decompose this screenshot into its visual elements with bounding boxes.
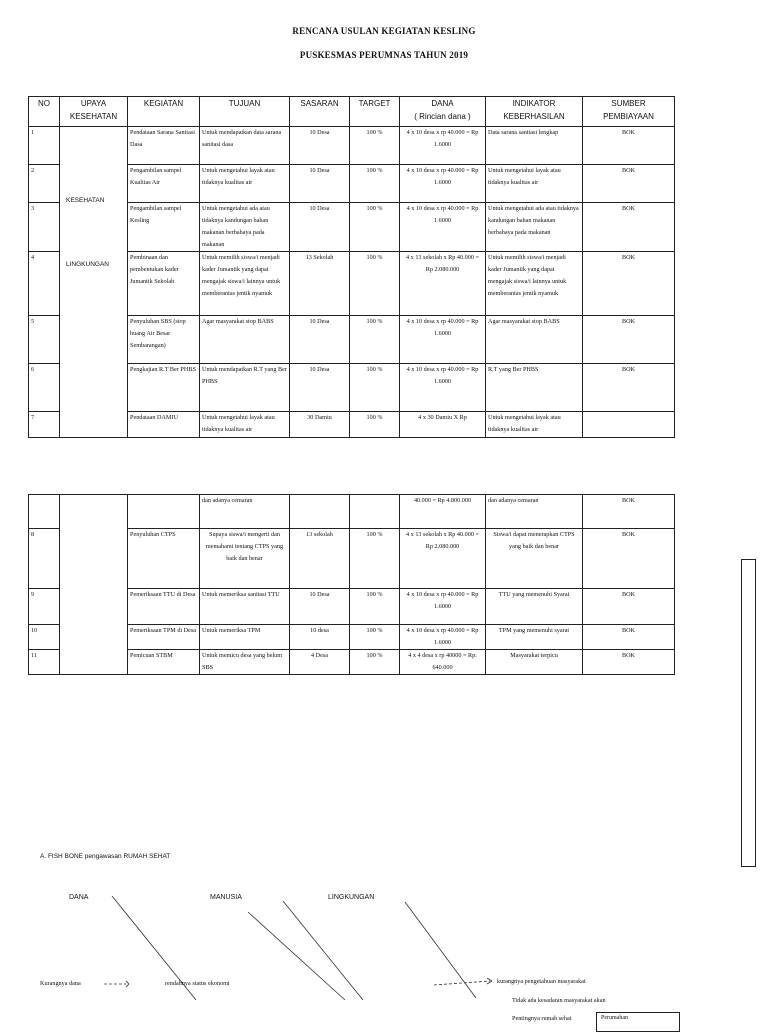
header-sumber-line2: PEMBIAYAAN — [603, 112, 654, 121]
cell-target: 100 % — [350, 316, 400, 364]
header-upaya-line1: UPAYA — [80, 99, 107, 108]
cause-tidak-ada-kesadaran: Tidak ada kesadaran masyarakat akan — [512, 997, 606, 1004]
cell-no: 4 — [29, 252, 60, 316]
cause-rendahnya-status: rendahnya status ekonomi — [165, 980, 230, 987]
cell-kegiatan: Pendataan Sarana Sanitasi Dasa — [128, 127, 200, 165]
cell-indikator: Masyarakat terpicu — [486, 650, 583, 675]
cell-dana: 4 x 10 desa x rp 40.000 = Rp 1.6000 — [400, 165, 486, 203]
header-target: TARGET — [350, 97, 400, 127]
cell-kegiatan: Pengambilan sampel Kualitas Air — [128, 165, 200, 203]
cell-target: 100 % — [350, 650, 400, 675]
upaya-label-lingkungan: LINGKUNGAN — [66, 261, 109, 268]
cell-sasaran: 10 Desa — [290, 127, 350, 165]
cell-no: 11 — [29, 650, 60, 675]
cell-kegiatan: Penyuluhan SBS (stop buang Air Besar Sembarangan) — [128, 316, 200, 364]
cell-no: 8 — [29, 529, 60, 589]
header-dana-line1: DANA — [431, 99, 454, 108]
cell-sumber: BOK — [583, 316, 675, 364]
cell-indikator: Untuk mengetahui layak atau tidaknya kualitas air — [486, 412, 583, 438]
cell-dana: 4 x 10 desa x rp 40.000 = Rp 1.6000 — [400, 203, 486, 252]
arrowhead-dana-2 — [126, 984, 129, 987]
cell-no: 7 — [29, 412, 60, 438]
cell-sasaran: 30 Damiu — [290, 412, 350, 438]
cell-dana: 4 x 10 desa x rp 40.000 = Rp 1.6000 — [400, 127, 486, 165]
cell-tujuan: Supaya siswa/i mengerti dan memahami tentang CTPS yang baik dan benar — [200, 529, 290, 589]
cell-tujuan: Untuk memicu desa yang belum SBS — [200, 650, 290, 675]
cell-target: 100 % — [350, 412, 400, 438]
cell-kegiatan: Pembinaan dan pembentukan kader Jumantik Sekolah — [128, 252, 200, 316]
cell-kegiatan: Pemeriksaan TPM di Desa — [128, 625, 200, 650]
cell-indikator: Untuk memilih siswa/i menjadi kader Jumantik yang dapat mengajak siswa/i lainnya untuk memberantas jentik nyamuk — [486, 252, 583, 316]
arrowhead-dana-1 — [126, 981, 129, 984]
cell-sasaran: 13 Sekolah — [290, 252, 350, 316]
cell-kegiatan: Pemicuan STBM — [128, 650, 200, 675]
cell-dana: 4 x 10 desa x rp 40.000 = Rp 1.6000 — [400, 364, 486, 412]
cell-dana: 4 x 30 Damiu X Rp — [400, 412, 486, 438]
cell-dana: 4 x 13 sekolah x Rp 40.000 = Rp 2.080.000 — [400, 252, 486, 316]
cell-no: 1 — [29, 127, 60, 165]
cause-kurangnya-dana: Kurangnya dana — [40, 980, 81, 987]
cell-tujuan: Untuk memeriksa sanitasi TTU — [200, 589, 290, 625]
cell-dana: 4 x 10 desa x rp 40.000 = Rp 1.6000 — [400, 625, 486, 650]
cell-sumber: BOK — [583, 529, 675, 589]
cell-tujuan: Agar masyarakat stop BABS — [200, 316, 290, 364]
cell-tujuan: Untuk mendapatkan R.T yang Ber PHBS — [200, 364, 290, 412]
cell-sumber: BOK — [583, 165, 675, 203]
cell-no: 10 — [29, 625, 60, 650]
document-subtitle: PUSKESMAS PERUMNAS TAHUN 2019 — [299, 50, 469, 60]
cell-no: 2 — [29, 165, 60, 203]
cell-tujuan: Untuk mendapatkan data sarana sanitasi dasa — [200, 127, 290, 165]
effect-box: Perumahan — [596, 1012, 680, 1032]
header-sasaran: SASARAN — [290, 97, 350, 127]
cell-indikator: Siswa/i dapat menerapkan CTPS yang baik dan benar — [486, 529, 583, 589]
cell-kegiatan: Penyuluhan CTPS — [128, 529, 200, 589]
cell-sasaran: 10 desa — [290, 625, 350, 650]
cause-kurangnya-pengetahuan: kurangnya pengetahuan masyarakat — [497, 978, 586, 985]
header-no: NO — [29, 97, 60, 127]
header-dana-line2: ( Rincian dana ) — [414, 112, 471, 121]
cell-sumber: BOK — [583, 589, 675, 625]
cell-dana: 4 x 10 desa x rp 40.000 = Rp 1.6000 — [400, 316, 486, 364]
cell-target: 100 % — [350, 127, 400, 165]
cell-sasaran: 10 Desa — [290, 364, 350, 412]
cell-tujuan: dan adanya cemaran — [200, 495, 290, 529]
cell-no: 6 — [29, 364, 60, 412]
cell-tujuan: Untuk memilih siswa/i menjadi kader Jumantik yang dapat mengajak siswa/i lainnya untuk memberantas jentik nyamuk — [200, 252, 290, 316]
cell-sumber: BOK — [583, 495, 675, 529]
header-tujuan: TUJUAN — [200, 97, 290, 127]
header-indikator-line2: KEBERHASILAN — [503, 112, 565, 121]
cell-sumber: BOK — [583, 625, 675, 650]
cell-indikator: dan adanya cemaran — [486, 495, 583, 529]
cell-kegiatan: Pengkajian R.T Ber PHBS — [128, 364, 200, 412]
cell-sasaran: 10 Desa — [290, 165, 350, 203]
cell-target: 100 % — [350, 203, 400, 252]
header-indikator-line1: INDIKATOR — [512, 99, 556, 108]
cell-dana: 4 x 4 desa x rp 40000 = Rp. 640.000 — [400, 650, 486, 675]
cell-no: 9 — [29, 589, 60, 625]
cause-pentingnya-rumah-sehat: Pentingnya rumah sehat — [512, 1015, 572, 1022]
bone-lingkungan — [405, 902, 476, 998]
cell-target: 100 % — [350, 165, 400, 203]
cell-kegiatan: Pendataan DAMIU — [128, 412, 200, 438]
cell-sasaran: 13 sekolah — [290, 529, 350, 589]
document-title: RENCANA USULAN KEGIATAN KESLING — [292, 26, 476, 36]
cell-sumber: BOK — [583, 127, 675, 165]
cell-indikator: Data sarana sanitasi lengkap — [486, 127, 583, 165]
fishbone-category-lingkungan: LINGKUNGAN — [328, 894, 375, 901]
cell-target: 100 % — [350, 589, 400, 625]
cell-tujuan: Untuk mengetahui layak atau tidaknya kualitas air — [200, 165, 290, 203]
cell-no: 5 — [29, 316, 60, 364]
fishbone-heading: A. FISH BONE pengawasan RUMAH SEHAT — [40, 853, 171, 860]
cell-kegiatan: Pengambilan sampel Kesling — [128, 203, 200, 252]
cell-sumber: BOK — [583, 203, 675, 252]
fishbone-category-manusia: MANUSIA — [210, 894, 242, 901]
cell-dana: 4 x 10 desa x rp 40.000 = Rp 1.6000 — [400, 589, 486, 625]
cell-sumber: BOK — [583, 364, 675, 412]
arrowhead-pengetahuan-2 — [487, 981, 492, 984]
cell-sumber: BOK — [583, 650, 675, 675]
cell-indikator: R.T yang Ber PHBS — [486, 364, 583, 412]
cell-indikator: Untuk mengetahui layak atau tidaknya kualitas air — [486, 165, 583, 203]
arrow-pengetahuan — [434, 981, 490, 985]
cell-indikator: TPM yang memenuhi syarat — [486, 625, 583, 650]
cell-target: 100 % — [350, 529, 400, 589]
fishbone-category-dana: DANA — [69, 894, 89, 901]
cell-sasaran: 4 Desa — [290, 650, 350, 675]
cell-indikator: Untuk mengetahui ada atau tidaknya kandungan bahan makanan berbahaya pada makanan — [486, 203, 583, 252]
cell-target: 100 % — [350, 364, 400, 412]
cell-target: 100 % — [350, 625, 400, 650]
bone-manusia — [248, 912, 345, 1000]
cell-sasaran: 10 Desa — [290, 589, 350, 625]
bone-manusia-2 — [283, 901, 363, 1000]
header-upaya-line2: KESEHATAN — [69, 112, 118, 121]
cell-tujuan: Untuk mengetahui ada atau tidaknya kandungan bahan makanan berbahaya pada makanan — [200, 203, 290, 252]
cell-sumber: BOK — [583, 252, 675, 316]
arrowhead-pengetahuan-1 — [487, 978, 492, 981]
cell-tujuan: Untuk mengetahui layak atau tidaknya kualitas air — [200, 412, 290, 438]
cell-tujuan: Untuk memeriksa TPM — [200, 625, 290, 650]
cell-dana: 40.000 = Rp 4.800.000 — [400, 495, 486, 529]
cell-kegiatan: Pemeriksaan TTU di Desa — [128, 589, 200, 625]
cell-sasaran: 10 Desa — [290, 203, 350, 252]
cell-target: 100 % — [350, 252, 400, 316]
cell-sasaran: 10 Desa — [290, 316, 350, 364]
header-kegiatan: KEGIATAN — [128, 97, 200, 127]
header-sumber-line1: SUMBER — [611, 99, 646, 108]
upaya-label-kesehatan: KESEHATAN — [66, 197, 105, 204]
cell-no: 3 — [29, 203, 60, 252]
cell-indikator: Agar masyarakat stop BABS — [486, 316, 583, 364]
cell-dana: 4 x 13 sekolah x Rp 40.000 = Rp 2.080.000 — [400, 529, 486, 589]
cell-indikator: TTU yang memenuhi Syarat — [486, 589, 583, 625]
